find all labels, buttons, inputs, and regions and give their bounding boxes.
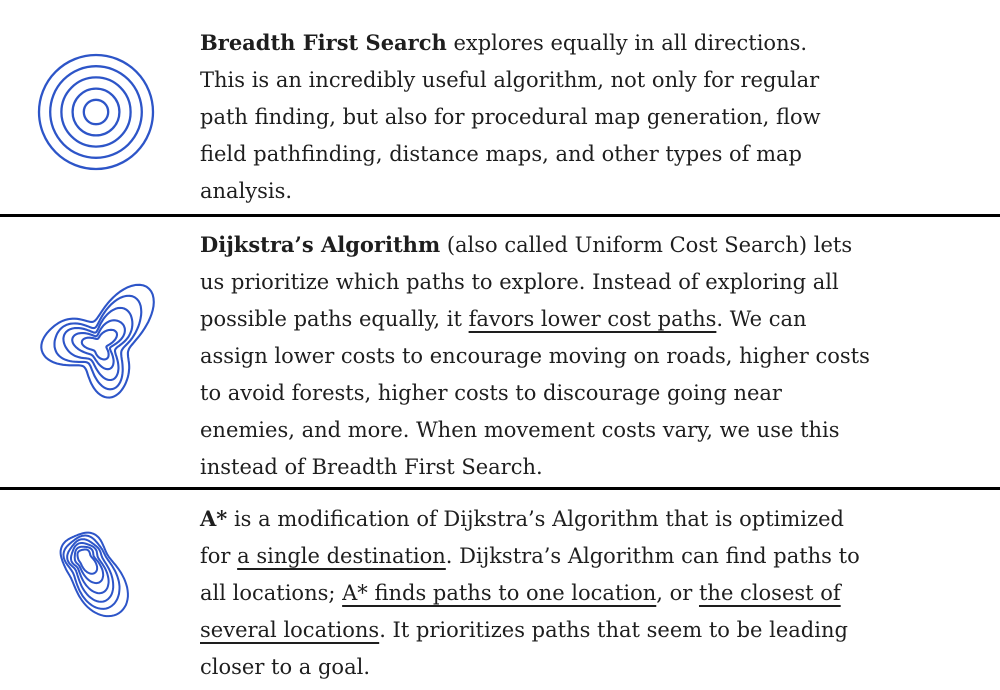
text-run: , or (656, 581, 699, 605)
inline-link[interactable]: a single destination (237, 544, 446, 568)
text-run: This is an incredibly useful algorithm, not only for regular (200, 68, 820, 92)
inline-link[interactable]: the closest of (698, 581, 841, 605)
algorithm-name: A* (200, 506, 228, 531)
text-line (200, 24, 1000, 62)
text-run: explores equally in all directions. (446, 31, 808, 55)
text-run: enemies, and more. When movement costs vary, we use this (200, 418, 840, 442)
text-line (200, 575, 1000, 612)
text-line (200, 301, 1000, 338)
text-line (200, 500, 1000, 538)
section-breadth-first-search (0, 0, 1000, 214)
text-run: path finding, but also for procedural map generation, flow (200, 105, 821, 129)
icon-cell-dijkstras-algorithm (0, 217, 200, 487)
text-run: assign lower costs to encourage moving on roads, higher costs (200, 344, 870, 368)
text-run: closer to a goal. (200, 655, 370, 679)
inline-link[interactable]: A* finds paths to one location (342, 581, 657, 605)
icon-cell-a-star (0, 490, 200, 690)
text-run: for (200, 544, 238, 568)
concentric-circles-icon (0, 0, 200, 214)
text-run: . Dijkstra’s Algorithm can find paths to (445, 544, 860, 568)
text-run: is a modification of Dijkstra’s Algorithm that is optimized (227, 507, 844, 531)
paragraph-a-star (200, 490, 1000, 690)
text-run: instead of Breadth First Search. (200, 455, 543, 479)
text-line (200, 173, 1000, 210)
icon-cell-breadth-first-search (0, 0, 200, 214)
text-line (200, 136, 1000, 173)
inline-link[interactable]: several locations (200, 618, 380, 642)
text-run: (also called Uniform Cost Search) lets (440, 233, 853, 257)
algorithm-name: Dijkstra’s Algorithm (200, 232, 441, 257)
contour-blob-icon (0, 217, 200, 487)
inline-link[interactable]: favors lower cost paths (468, 307, 717, 331)
section-a-star (0, 487, 1000, 690)
text-run: all locations; (200, 581, 343, 605)
algorithm-name: Breadth First Search (200, 30, 447, 55)
text-line (200, 375, 1000, 412)
text-run: field pathfinding, distance maps, and other types of map (200, 142, 802, 166)
teardrop-contour-icon (0, 490, 200, 690)
text-line (200, 612, 1000, 649)
text-line (200, 226, 1000, 264)
text-line (200, 538, 1000, 575)
text-line (200, 99, 1000, 136)
text-line (200, 449, 1000, 486)
text-run: to avoid forests, higher costs to discourage going near (200, 381, 782, 405)
text-run: . It prioritizes paths that seem to be leading (379, 618, 848, 642)
text-line (200, 412, 1000, 449)
text-line (200, 338, 1000, 375)
text-run: us prioritize which paths to explore. Instead of exploring all (200, 270, 839, 294)
text-run: . We can (716, 307, 807, 331)
text-run: analysis. (200, 179, 293, 203)
text-line (200, 649, 1000, 686)
text-line (200, 264, 1000, 301)
paragraph-breadth-first-search (200, 0, 1000, 214)
text-line (200, 62, 1000, 99)
section-dijkstras-algorithm (0, 214, 1000, 487)
text-run: possible paths equally, it (200, 307, 469, 331)
paragraph-dijkstras-algorithm (200, 217, 1000, 487)
